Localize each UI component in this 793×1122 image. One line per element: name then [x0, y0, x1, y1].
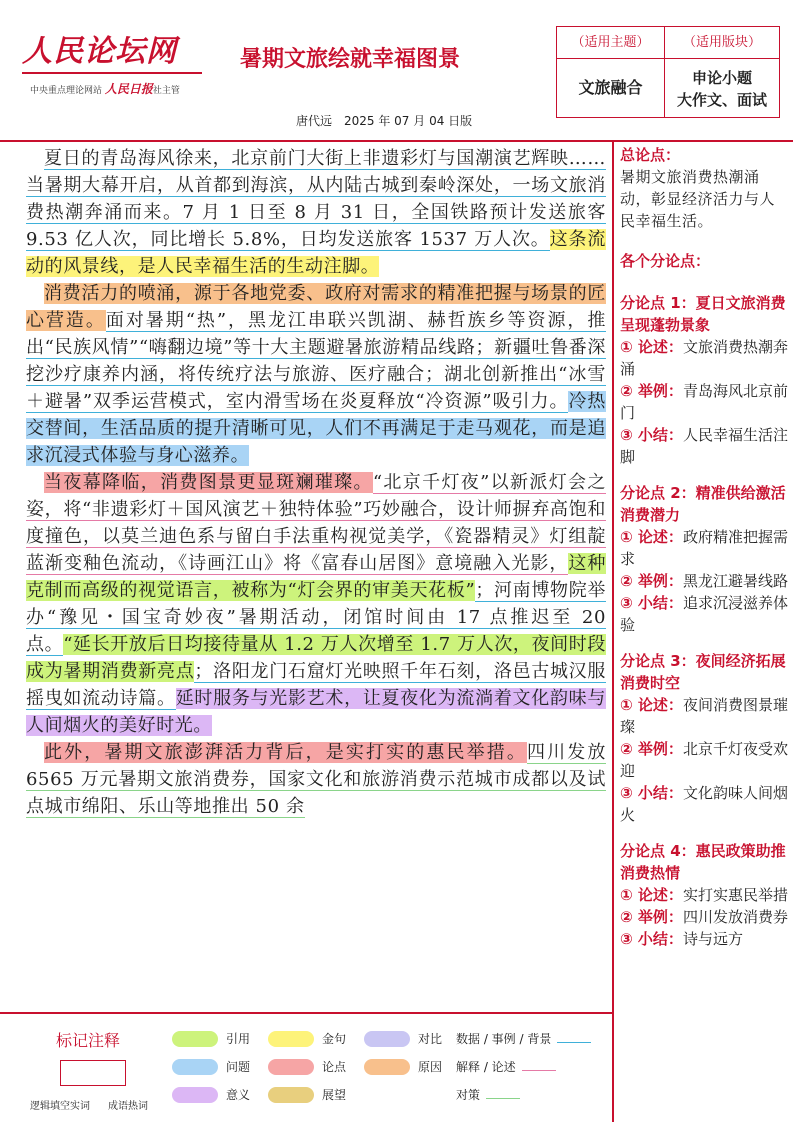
section-value-2: 大作文、面试 [676, 91, 767, 109]
sub-point-xiaojie: ③ 小结：诗与远方 [620, 930, 743, 948]
byline: 唐代远 2025 年 07 月 04 日版 [296, 114, 473, 128]
topic-value: 文旅融合 [578, 78, 643, 97]
legend-note-1: 逻辑填空实词 [30, 1101, 90, 1112]
sub-point-lunshu: ① 论述：政府精准把握需求 [620, 528, 788, 568]
page-title: 暑期文旅绘就幸福图景 [240, 47, 461, 72]
sub-point-1 [620, 292, 788, 468]
p3-example: ；河南博物院举办“豫见・国宝奇妙夜”暑期活动，闭馆时间由 17 点推迟至 20 点。 [26, 580, 607, 655]
legend-item-yuanyin: 原因 [364, 1058, 442, 1075]
legend-item-lundian: 论点 [268, 1058, 346, 1075]
legend-item-jinju: 金句 [268, 1030, 346, 1047]
sub-point-3 [620, 650, 788, 826]
p3-significance: 延时服务与光影艺术，让夏夜化为流淌着文化韵味与人间烟火的美好时光。 [26, 688, 606, 736]
legend-swatch [268, 1031, 314, 1047]
legend-item-wenti: 问题 [172, 1058, 250, 1075]
sub-point-juli: ② 举例：北京千灯夜受欢迎 [620, 740, 788, 780]
sub-point-title: 分论点 2：精准供给激活消费潜力 [620, 484, 786, 524]
topic-tag-box [556, 26, 665, 118]
legend-swatch [172, 1031, 218, 1047]
legend-swatch [364, 1059, 410, 1075]
outline-sidebar [620, 144, 788, 950]
logo-text: 人民论坛网 [22, 34, 177, 69]
section-value [665, 59, 779, 111]
sub-point-title: 分论点 4：惠民政策助推消费热情 [620, 842, 786, 882]
p1-background: 夏日的青岛海风徐来，北京前门大街上非遗彩灯与国潮演艺辉映……当暑期大幕开启，从首都到海滨，从内陆古城到秦岭深处，一场文旅消费热潮奔涌而来。7 月 1 日至 8 月 31 日，全国铁路预计发送旅客 9.53 亿人次，同比增长 5.8%，日均发送旅客 1537 万人次。 [26, 148, 606, 250]
logo-sub-brand: 人民日报 [104, 82, 153, 96]
p3-argument: 当夜幕降临，消费图景更显斑斓璀璨。 [44, 472, 373, 493]
summary-text: 暑期文旅消费热潮涌动，彰显经济活力与人民幸福生活。 [620, 168, 776, 230]
legend-item-zhanwang: 展望 [268, 1086, 346, 1103]
legend-item-yiyi: 意义 [172, 1086, 250, 1103]
legend-line-data: 数据 / 事例 / 背景 [456, 1030, 591, 1047]
sub-point-juli: ② 举例：四川发放消费券 [620, 908, 788, 926]
paragraph-4 [26, 739, 606, 820]
p3-example-2: ；洛阳龙门石窟灯光映照千年石刻，洛邑古城汉服摇曳如流动诗篇。 [26, 661, 606, 709]
logo-sub-prefix: 中央重点理论网站 [30, 86, 103, 96]
section-label: （适用版块） [665, 27, 779, 59]
column-divider [612, 141, 614, 1122]
legend-swatch [268, 1059, 314, 1075]
sub-point-lunshu: ① 论述：实打实惠民举措 [620, 886, 788, 904]
sub-point-xiaojie: ③ 小结：文化韵味人间烟火 [620, 784, 788, 824]
legend-line-explain: 解释 / 论述 [456, 1058, 556, 1075]
p3-quote-2: “延长开放后日均接待量从 1.2 万人次增至 1.7 万人次，夜间时段成为暑期消费新亮点 [26, 634, 606, 682]
site-logo[interactable] [22, 26, 212, 100]
page-header [0, 0, 793, 142]
paragraph-2 [26, 280, 606, 469]
sub-point-xiaojie: ③ 小结：人民幸福生活注脚 [620, 426, 788, 466]
sub-point-juli: ② 举例：黑龙江避暑线路 [620, 572, 788, 590]
legend-swatch [364, 1031, 410, 1047]
sub-point-4 [620, 840, 788, 950]
legend-line-measure: 对策 [456, 1086, 520, 1103]
logo-rule [22, 72, 202, 74]
legend-item-yinyong: 引用 [172, 1030, 250, 1047]
paragraph-3 [26, 469, 606, 739]
sub-point-title: 分论点 3：夜间经济拓展消费时空 [620, 652, 786, 692]
section-value-1: 申论小题 [691, 69, 752, 87]
points-heading: 各个分论点： [620, 252, 711, 270]
paragraph-1 [26, 145, 606, 280]
legend-swatch [268, 1087, 314, 1103]
legend-item-duibi: 对比 [364, 1030, 442, 1047]
legend-swatch [172, 1087, 218, 1103]
p4-measures: 四川发放 6565 万元暑期文旅消费券，国家文化和旅游消费示范城市成都以及试点城市绵阳、乐山等地推出 50 余 [26, 742, 606, 817]
p2-examples: 面对暑期“热”，黑龙江串联兴凯湖、赫哲族乡等资源，推出“民族风情”“嗨翻边境”等十大主题避暑旅游精品线路；新疆吐鲁番深挖沙疗康养内涵，将传统疗法与旅游、医疗融合；湖北创新推出“冰雪＋避暑”双季运营模式，室内滑雪场在炎夏释放“冷资源”吸引力。 [26, 310, 606, 412]
logo-subtitle [30, 80, 180, 97]
sub-point-title: 分论点 1：夏日文旅消费呈现蓬勃景象 [620, 294, 786, 334]
article-body [26, 145, 606, 820]
p4-argument: 此外，暑期文旅澎湃活力背后，是实打实的惠民举措。 [44, 742, 528, 763]
sub-point-lunshu: ① 论述：文旅消费热潮奔涌 [620, 338, 788, 378]
p3-quote: 这种克制而高级的视觉语言，被称为“灯会界的审美天花板” [26, 553, 606, 601]
p1-golden-sentence: 这条流动的风景线，是人民幸福生活的生动注脚。 [26, 229, 606, 277]
p2-reason: 消费活力的喷涌，源于各地党委、政府对需求的精准把握与场景的匠心营造。 [26, 283, 606, 331]
summary-heading: 总论点： [620, 146, 681, 164]
legend-box-sample [60, 1060, 126, 1086]
sub-point-xiaojie: ③ 小结：追求沉浸滋养体验 [620, 594, 788, 634]
topic-label: （适用主题） [557, 27, 664, 59]
header-divider [0, 140, 793, 142]
legend-swatch [172, 1059, 218, 1075]
logo-sub-suffix: 社主管 [152, 86, 180, 96]
section-tag-box [665, 26, 780, 118]
sub-point-lunshu: ① 论述：夜间消费图景璀璨 [620, 696, 788, 736]
p2-contrast: 冷热交替间，生活品质的提升清晰可见，人们不再满足于走马观花，而是追求沉浸式体验与身心滋养。 [26, 391, 606, 466]
sub-point-juli: ② 举例：青岛海风北京前门 [620, 382, 788, 422]
p3-explanation: “北京千灯夜”以新派灯会之姿，将“非遗彩灯＋国风演艺＋独特体验”巧妙融合，设计师摒弃高饱和度撞色，以莫兰迪色系与留白手法重构视觉美学，《瓷器精灵》灯组靛蓝渐变釉色流动，《诗画江山》将《富春山居图》意境融入光影， [26, 472, 606, 574]
legend-divider [0, 1012, 612, 1014]
legend-title: 标记注释 [56, 1031, 121, 1050]
legend-note-2: 成语热词 [108, 1101, 148, 1112]
sub-point-2 [620, 482, 788, 636]
